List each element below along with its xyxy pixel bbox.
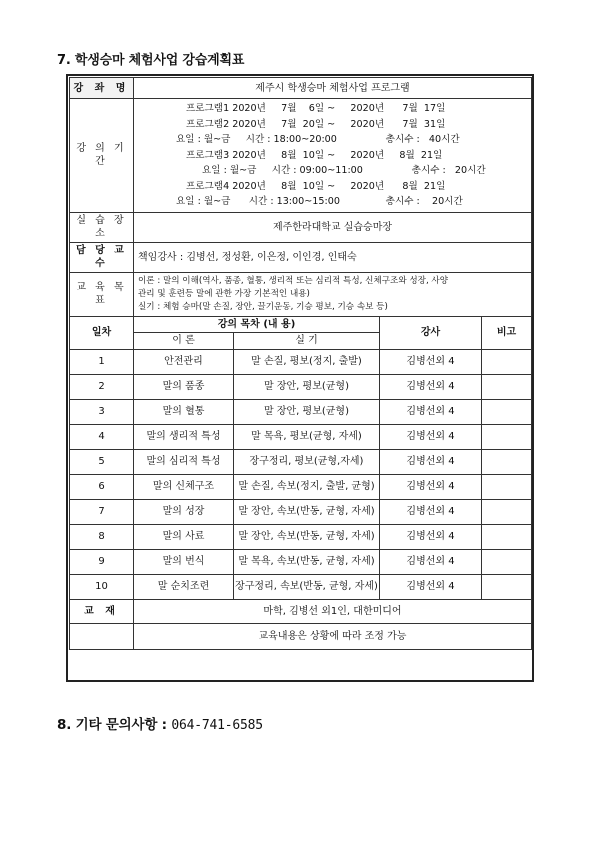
table-row: [70, 424, 532, 449]
instructor-label: 담 당 교 수: [70, 242, 134, 272]
row-day: 3: [70, 399, 134, 424]
row-theory: 말의 사료: [134, 524, 234, 549]
schedule-line: 요일 : 월~금 시간 : 13:00~15:00 총시수 : 20시간: [176, 196, 463, 207]
schedule-line: 프로그램3 2020년 8월 10일 ~ 2020년 8월 21일: [186, 149, 443, 161]
header-remarks: 비고: [482, 316, 532, 349]
lesson-plan-table: [69, 77, 532, 650]
period-label: 강 의 기 간: [70, 99, 134, 213]
row-instructor: 김병선외 4: [380, 374, 482, 399]
row-day: 1: [70, 349, 134, 374]
row-remarks: [482, 424, 532, 449]
header-content: 강의 목차 (내 용): [134, 316, 380, 332]
schedule-block: [134, 99, 532, 213]
row-practice: 말 장안, 평보(균형): [234, 399, 380, 424]
objective-label: 교 육 목 표: [70, 272, 134, 316]
row-instructor: 김병선외 4: [380, 524, 482, 549]
row-remarks: [482, 499, 532, 524]
row-practice: 말 목욕, 속보(반동, 균형, 자세): [234, 549, 380, 574]
row-practice: 말 손질, 평보(정지, 출발): [234, 349, 380, 374]
row-day: 2: [70, 374, 134, 399]
row-remarks: [482, 374, 532, 399]
row-instructor: 김병선외 4: [380, 424, 482, 449]
header-theory: 이 론: [134, 332, 234, 349]
row-theory: 말의 생리적 특성: [134, 424, 234, 449]
note-value: 교육내용은 상황에 따라 조정 가능: [134, 623, 532, 649]
textbook-value: 마학, 김병선 외1인, 대한미디어: [134, 599, 532, 623]
row-theory: 안전관리: [134, 349, 234, 374]
row-theory: 말의 혈통: [134, 399, 234, 424]
textbook-label: 교 재: [70, 599, 134, 623]
row-remarks: [482, 349, 532, 374]
table-row: [70, 374, 532, 399]
table-row: [70, 549, 532, 574]
row-day: 9: [70, 549, 134, 574]
row-day: 10: [70, 574, 134, 599]
header-practice: 실 기: [234, 332, 380, 349]
schedule-line: 프로그램1 2020년 7월 6일 ~ 2020년 7월 17일: [186, 103, 446, 114]
row-day: 7: [70, 499, 134, 524]
row-practice: 장구정리, 평보(균형,자세): [234, 449, 380, 474]
objective-line: 이론 : 말의 이해(역사, 품종, 혈통, 생리적 또는 심리적 특성, 신체구조와 성장, 사양: [138, 275, 449, 286]
schedule-line: 프로그램2 2020년 7월 20일 ~ 2020년 7월 31일: [186, 118, 446, 130]
place-label: 실 습 장 소: [70, 212, 134, 242]
row-remarks: [482, 474, 532, 499]
row-theory: 말의 번식: [134, 549, 234, 574]
section-8-label: 8. 기타 문의사항 :: [57, 717, 167, 733]
row-theory: 말 순치조련: [134, 574, 234, 599]
schedule-line: 요일 : 월~금 시간 : 09:00~11:00 총시수 : 20시간: [202, 165, 486, 176]
place-value: 제주한라대학교 실습승마장: [134, 212, 532, 242]
row-day: 8: [70, 524, 134, 549]
row-instructor: 김병선외 4: [380, 574, 482, 599]
row-remarks: [482, 449, 532, 474]
row-instructor: 김병선외 4: [380, 349, 482, 374]
contact-phone: 064-741-6585: [171, 718, 263, 733]
row-theory: 말의 성장: [134, 499, 234, 524]
row-day: 6: [70, 474, 134, 499]
table-row: [70, 524, 532, 549]
row-remarks: [482, 524, 532, 549]
course-label: 강 좌 명: [70, 78, 134, 99]
objective-line: 관리 및 훈련등 말에 관한 가장 기본적인 내용): [138, 288, 310, 299]
row-remarks: [482, 399, 532, 424]
row-instructor: 김병선외 4: [380, 399, 482, 424]
header-instructor: 강사: [380, 316, 482, 349]
row-practice: 장구정리, 속보(반동, 균형, 자세): [234, 574, 380, 599]
table-row: [70, 399, 532, 424]
row-instructor: 김병선외 4: [380, 474, 482, 499]
section-8-title: [57, 713, 263, 733]
row-theory: 말의 심리적 특성: [134, 449, 234, 474]
course-name: 제주시 학생승마 체험사업 프로그램: [134, 78, 532, 99]
row-practice: 말 손질, 속보(정지, 출발, 균형): [234, 474, 380, 499]
objective-line: 실기 : 체험 승마(말 손질, 장안, 끌기운동, 기승 평보, 기승 속보 등): [138, 301, 388, 312]
schedule-line: 요일 : 월~금 시간 : 18:00~20:00 총시수 : 40시간: [176, 134, 460, 145]
table-row: [70, 449, 532, 474]
note-empty-cell: [70, 623, 134, 649]
row-instructor: 김병선외 4: [380, 549, 482, 574]
table-row: [70, 349, 532, 374]
row-practice: 말 목욕, 평보(균형, 자세): [234, 424, 380, 449]
instructor-list: 책임강사 : 김병선, 정성환, 이은정, 이인경, 인태숙: [134, 242, 532, 272]
row-day: 4: [70, 424, 134, 449]
row-instructor: 김병선외 4: [380, 449, 482, 474]
row-practice: 말 장안, 속보(반동, 균형, 자세): [234, 499, 380, 524]
row-practice: 말 장안, 평보(균형): [234, 374, 380, 399]
row-remarks: [482, 549, 532, 574]
row-instructor: 김병선외 4: [380, 499, 482, 524]
row-practice: 말 장안, 속보(반동, 균형, 자세): [234, 524, 380, 549]
table-row: [70, 499, 532, 524]
row-theory: 말의 신체구조: [134, 474, 234, 499]
table-row: [70, 574, 532, 599]
header-day: 일차: [70, 316, 134, 349]
section-7-title: 7. 학생승마 체험사업 강습계획표: [57, 53, 245, 68]
table-row: [70, 474, 532, 499]
objective-block: [134, 272, 532, 316]
row-day: 5: [70, 449, 134, 474]
schedule-line: 프로그램4 2020년 8월 10일 ~ 2020년 8월 21일: [186, 180, 446, 192]
row-theory: 말의 품종: [134, 374, 234, 399]
row-remarks: [482, 574, 532, 599]
